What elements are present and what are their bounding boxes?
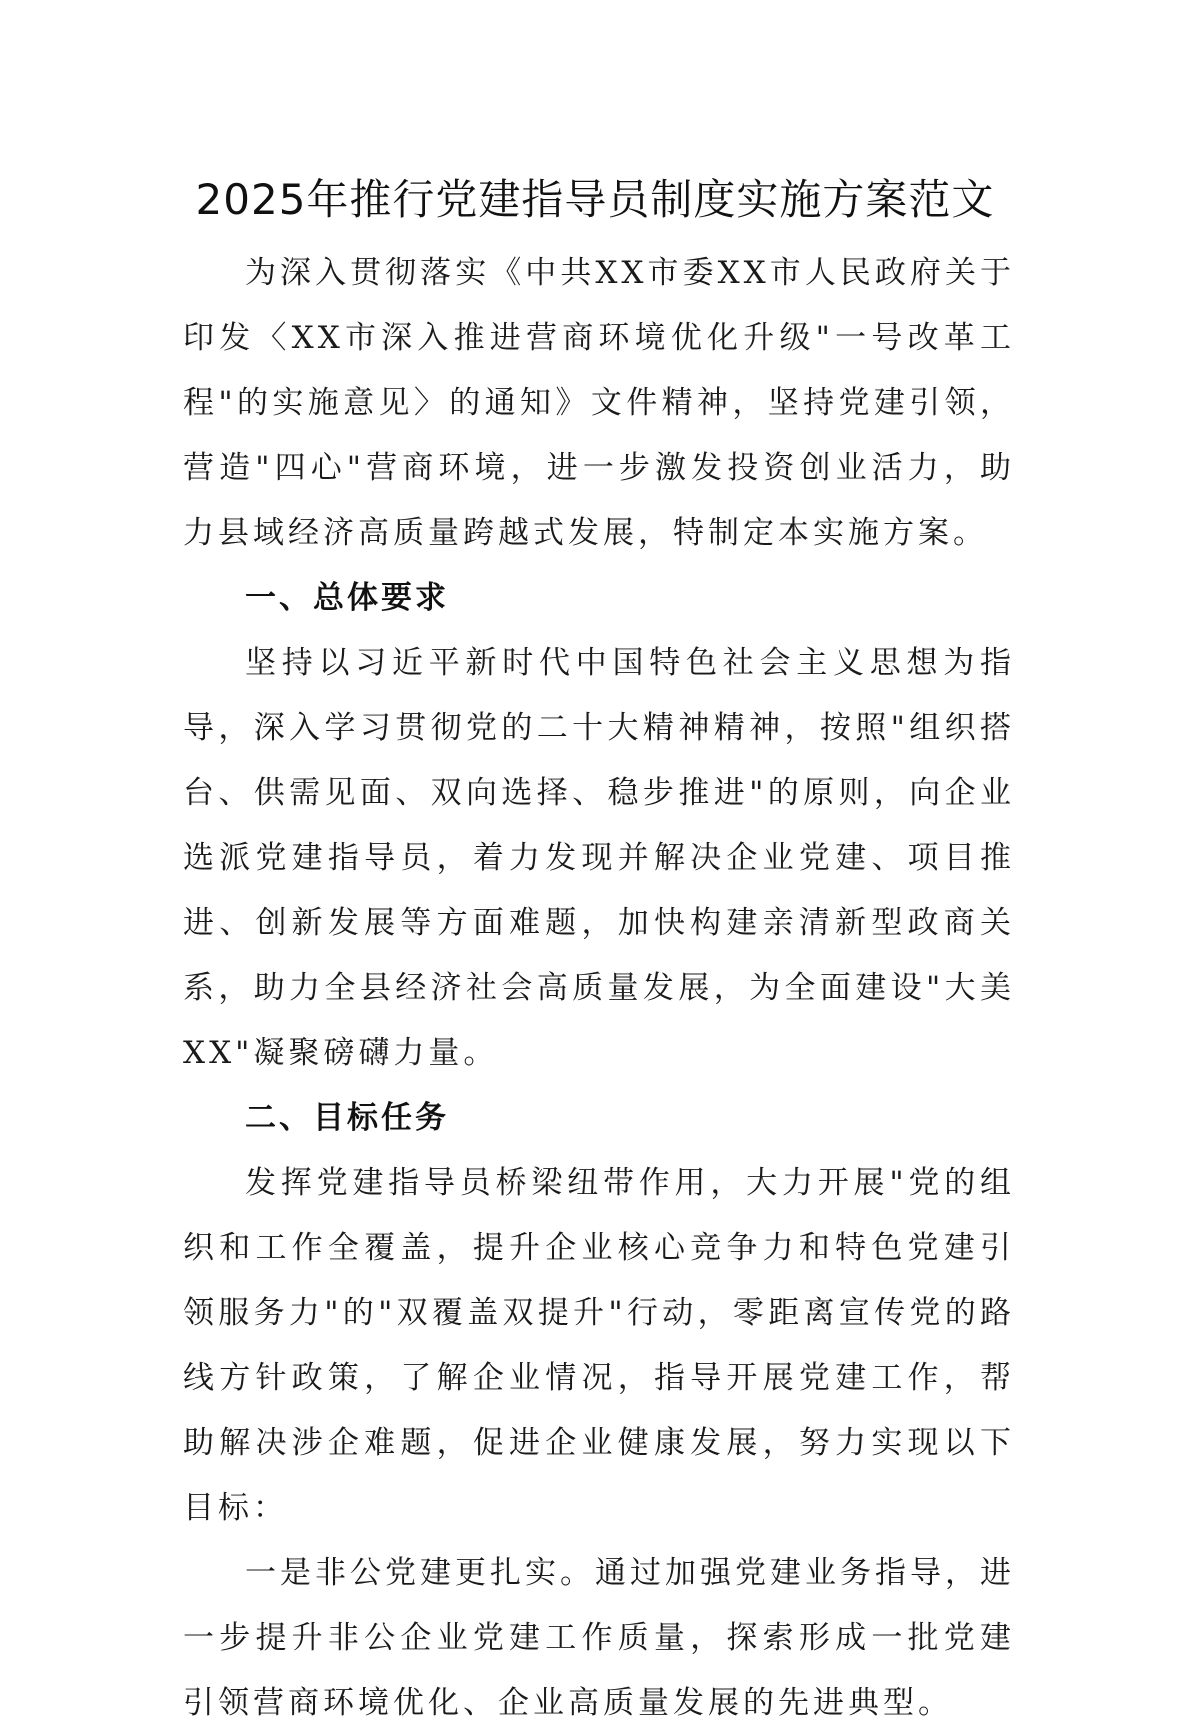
section-heading-general-requirements: 一、总体要求 xyxy=(245,580,449,616)
objectives-paragraph: 发挥党建指导员桥梁纽带作用，大力开展"党的组织和工作全覆盖，提升企业核心竞争力和特色党建引领服务力"的"双覆盖双提升"行动，零距离宣传党的路线方针政策，了解企业情况，指导开展党建工作，帮助解决涉企难题，促进企业健康发展，努力实现以下目标： xyxy=(183,1165,1015,1526)
section-heading-objectives: 二、目标任务 xyxy=(245,1100,449,1136)
intro-paragraph: 为深入贯彻落实《中共XX市委XX市人民政府关于印发〈XX市深入推进营商环境优化升级"一号改革工程"的实施意见〉的通知》文件精神，坚持党建引领，营造"四心"营商环境，进一步激发投资创业活力，助力县域经济高质量跨越式发展，特制定本实施方案。 xyxy=(183,255,1015,551)
document-body xyxy=(183,241,1015,1736)
general-requirements-paragraph: 坚持以习近平新时代中国特色社会主义思想为指导，深入学习贯彻党的二十大精神精神，按照"组织搭台、供需见面、双向选择、稳步推进"的原则，向企业选派党建指导员，着力发现并解决企业党建、项目推进、创新发展等方面难题，加快构建亲清新型政商关系，助力全县经济社会高质量发展，为全面建设"大美XX"凝聚磅礴力量。 xyxy=(183,645,1015,1071)
document-title: 2025年推行党建指导员制度实施方案范文 xyxy=(195,175,995,224)
objective-one-paragraph: 一是非公党建更扎实。通过加强党建业务指导，进一步提升非公企业党建工作质量，探索形成一批党建引领营商环境优化、企业高质量发展的先进典型。 xyxy=(183,1555,1015,1721)
